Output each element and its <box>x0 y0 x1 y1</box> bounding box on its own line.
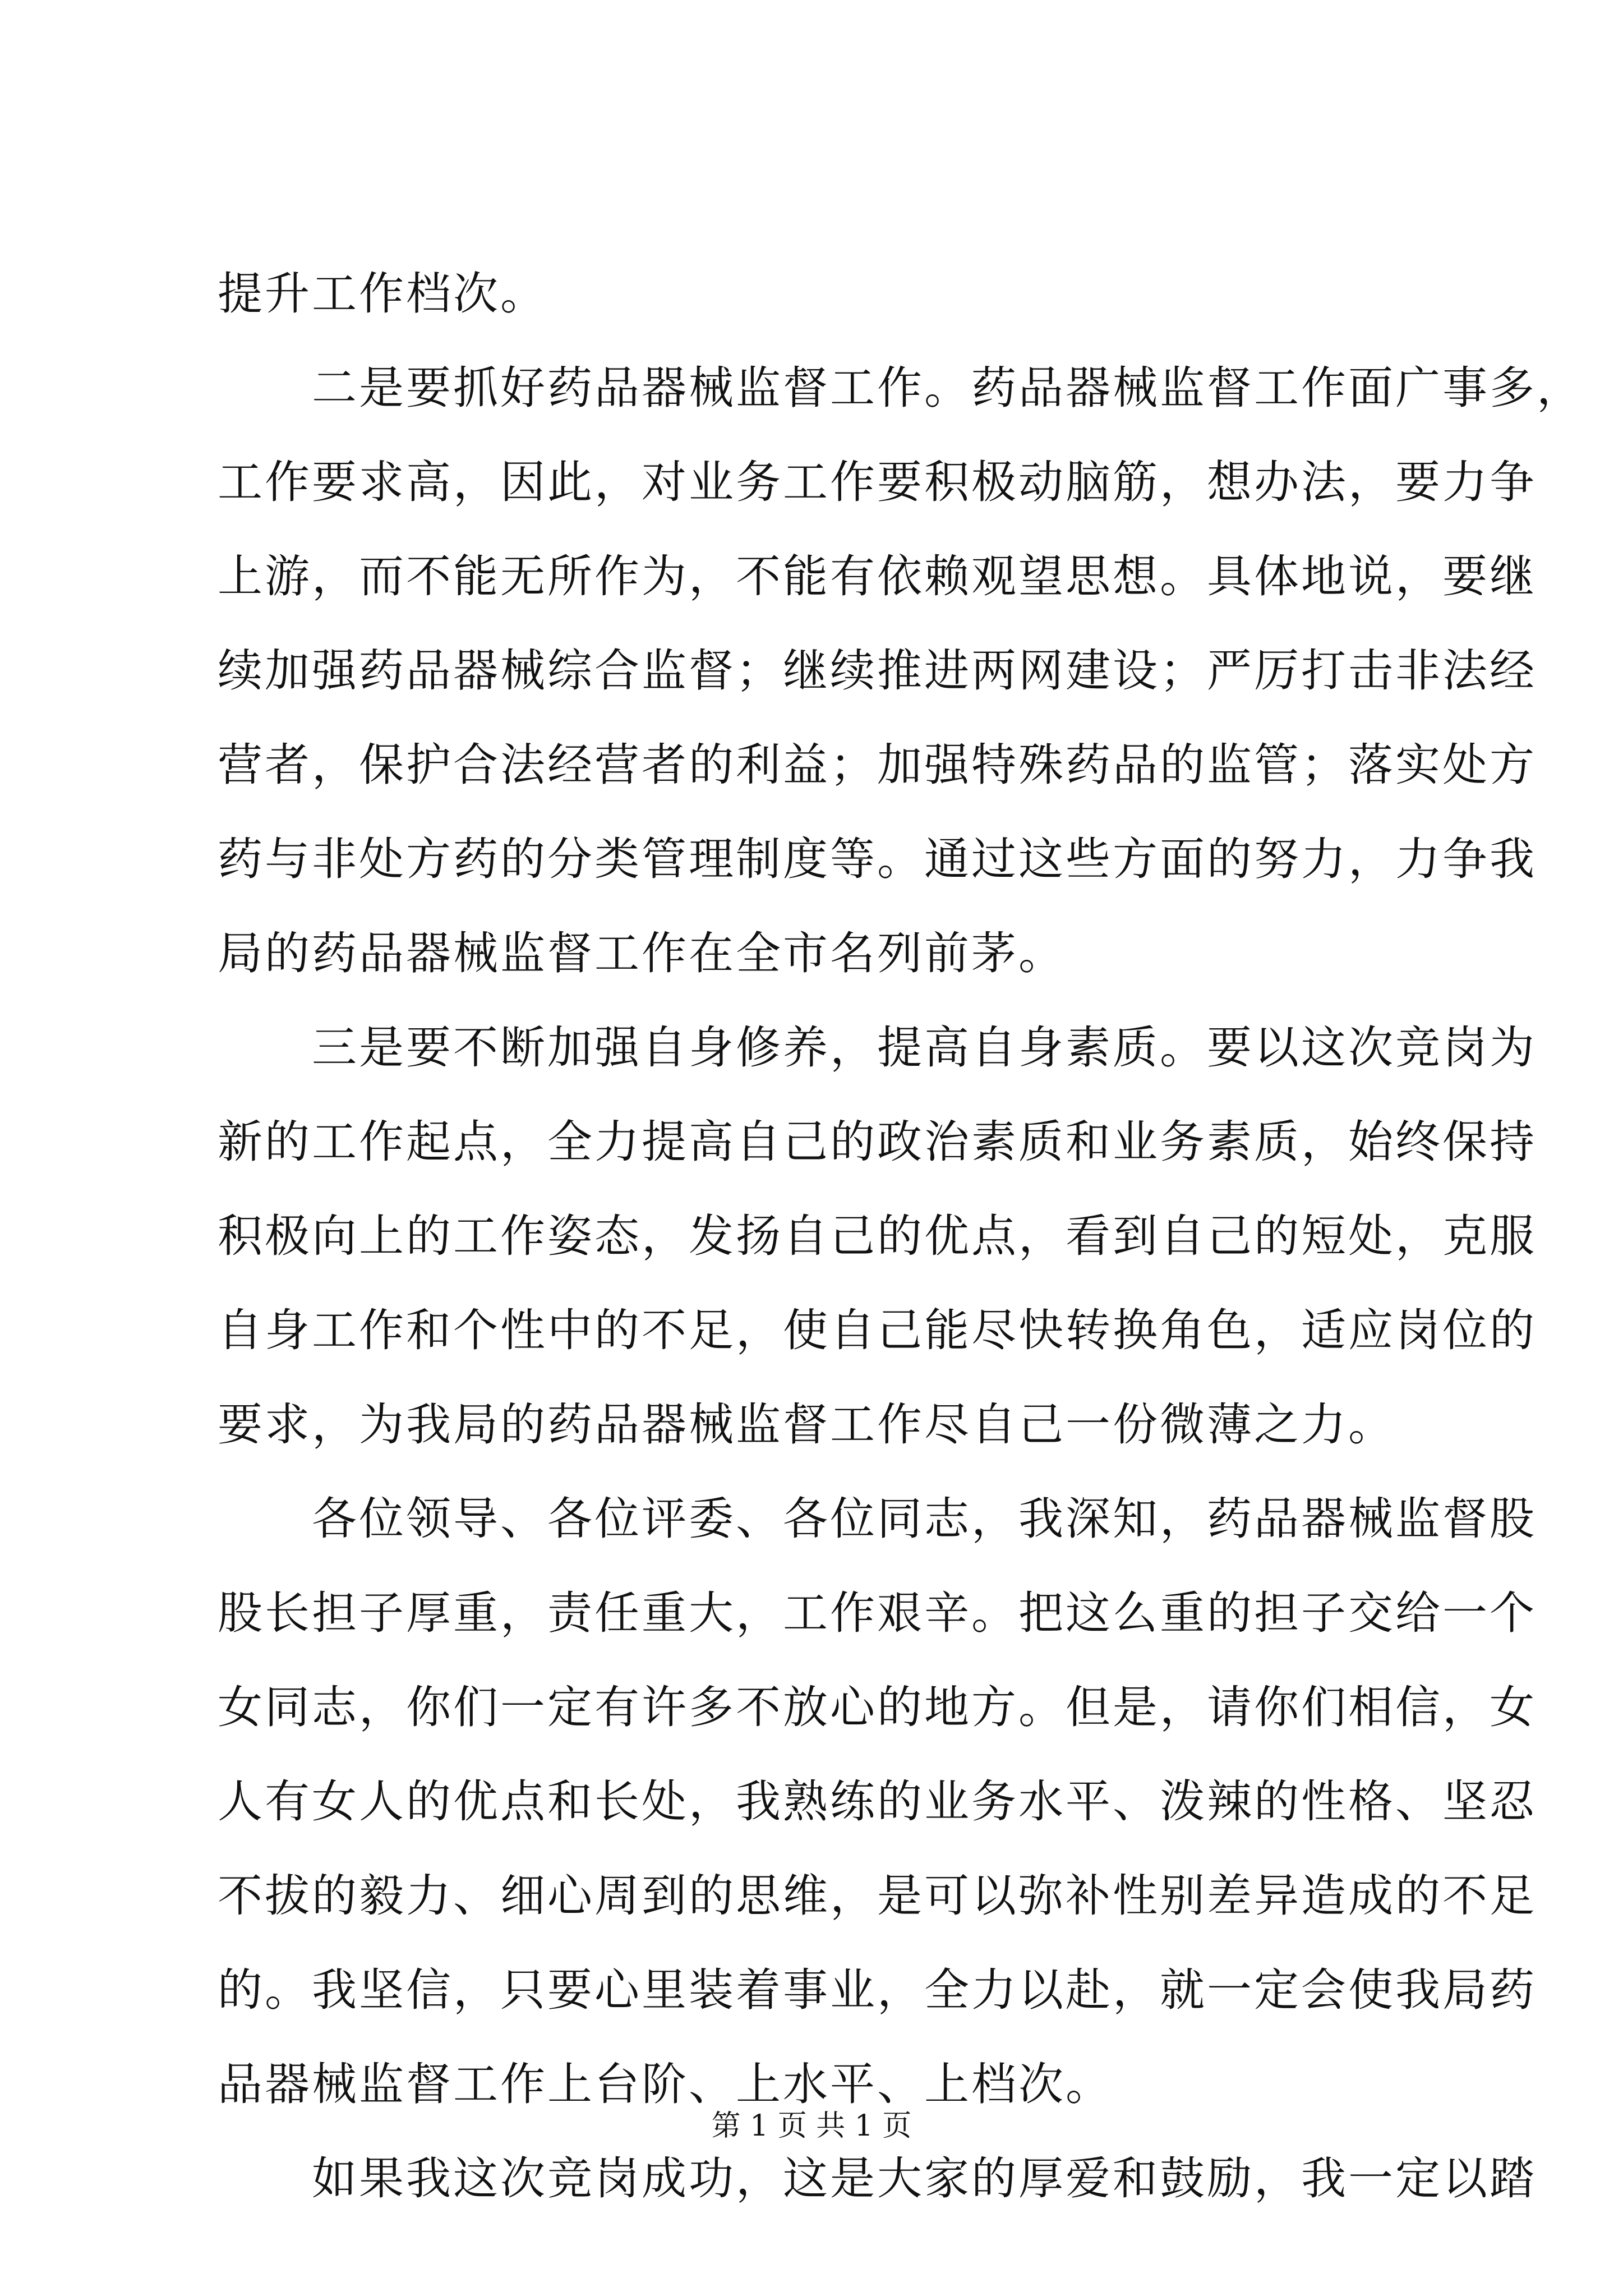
page-footer: 第 1 页 共 1 页 <box>711 2109 912 2143</box>
text-line: 续加强药品器械综合监督；继续推进两网建设；严厉打击非法经 <box>218 645 1537 697</box>
text-line: 不拔的毅力、细心周到的思维，是可以弥补性别差异造成的不足 <box>218 1870 1537 1922</box>
paragraph-start-line: 二是要抓好药品器械监督工作。药品器械监督工作面广事多， <box>312 362 1584 414</box>
text-line: 女同志，你们一定有许多不放心的地方。但是，请你们相信，女 <box>218 1681 1537 1733</box>
text-line: 局的药品器械监督工作在全市名列前茅。 <box>218 927 1066 979</box>
paragraph-start-line: 各位领导、各位评委、各位同志，我深知，药品器械监督股 <box>312 1493 1537 1545</box>
text-line: 新的工作起点，全力提高自己的政治素质和业务素质，始终保持 <box>218 1116 1537 1168</box>
text-line: 要求，为我局的药品器械监督工作尽自己一份微薄之力。 <box>218 1398 1395 1451</box>
text-line: 工作要求高，因此，对业务工作要积极动脑筋，想办法，要力争 <box>218 456 1537 508</box>
text-line: 品器械监督工作上台阶、上水平、上档次。 <box>218 2058 1113 2110</box>
text-line: 上游，而不能无所作为，不能有依赖观望思想。具体地说，要继 <box>218 550 1537 602</box>
text-line: 人有女人的优点和长处，我熟练的业务水平、泼辣的性格、坚忍 <box>218 1775 1537 1828</box>
text-line: 营者，保护合法经营者的利益；加强特殊药品的监管；落实处方 <box>218 739 1537 791</box>
text-line: 股长担子厚重，责任重大，工作艰辛。把这么重的担子交给一个 <box>218 1587 1537 1639</box>
text-line: 药与非处方药的分类管理制度等。通过这些方面的努力，力争我 <box>218 833 1537 885</box>
paragraph-start-line: 三是要不断加强自身修养，提高自身素质。要以这次竞岗为 <box>312 1022 1537 1074</box>
document-body <box>218 247 1584 2226</box>
paragraph-start-line: 如果我这次竞岗成功，这是大家的厚爱和鼓励，我一定以踏 <box>312 2152 1537 2205</box>
text-line: 提升工作档次。 <box>218 268 547 320</box>
text-line: 积极向上的工作姿态，发扬自己的优点，看到自己的短处，克服 <box>218 1210 1537 1262</box>
text-line: 的。我坚信，只要心里装着事业，全力以赴，就一定会使我局药 <box>218 1964 1537 2016</box>
text-line: 自身工作和个性中的不足，使自己能尽快转换角色，适应岗位的 <box>218 1304 1537 1356</box>
